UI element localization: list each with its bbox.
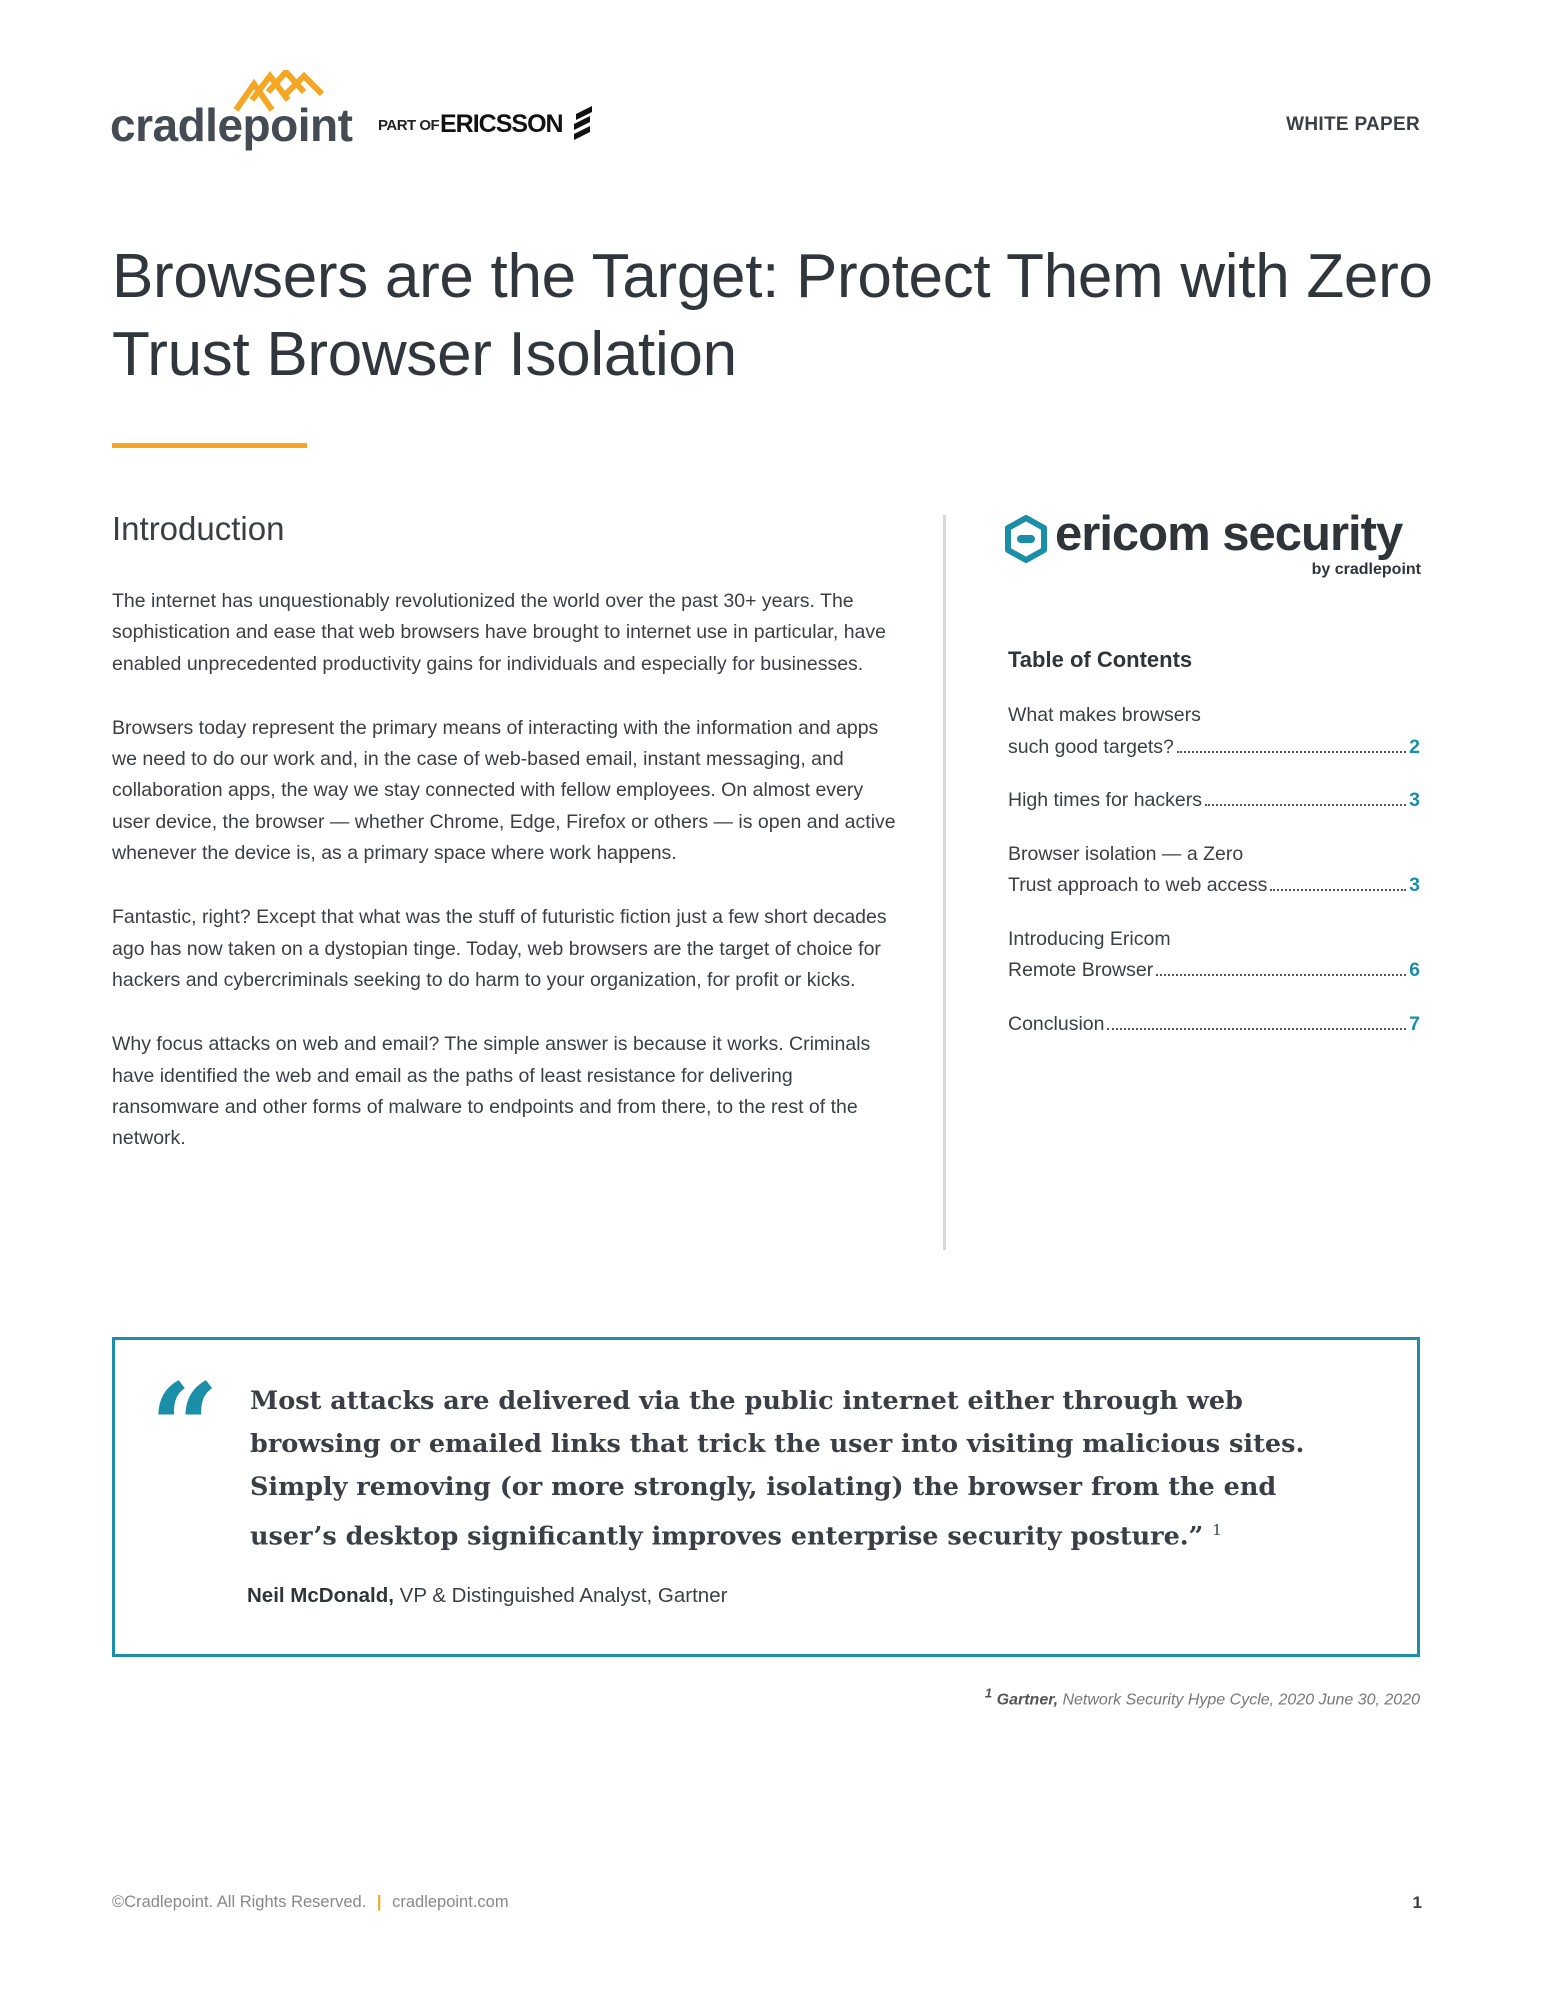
ericom-logo-icon [1004,515,1048,563]
toc-item-label: such good targets? [1008,735,1174,758]
column-divider [943,515,946,1250]
toc-item-line1: Introducing Ericom [1008,927,1171,950]
footer-website-link[interactable]: cradlepoint.com [392,1893,509,1911]
footnote-number: 1 [984,1686,993,1701]
quote-author-title: VP & Distinguished Analyst, Gartner [399,1584,728,1607]
toc-item-label: Conclusion [1008,1012,1105,1035]
toc-page-number: 3 [1409,789,1420,811]
quote-mark-icon: “ [150,1357,220,1498]
footer-copyright: ©Cradlepoint. All Rights Reserved. [112,1893,367,1911]
cradlepoint-logo [110,68,375,158]
toc-item[interactable] [1008,839,1420,902]
intro-paragraph: Browsers today represent the primary means of interacting with the information and apps we need to do our work and, in the case of web-based email, instant messaging, and collaboration apps, the way we stay connected with fellow employees. On almost every user device, the browser — whether Chrome, Edge, Firefox or others — is open and active whenever the device is, as a primary space where work happens. [112,716,896,865]
parent-brand: ERICSSON [440,110,563,138]
page-number: 1 [1412,1893,1422,1912]
toc-item-label: Remote Browser [1008,959,1154,981]
toc-item-label: Trust approach to web access [1008,874,1268,896]
toc-leader-dots [1205,804,1406,806]
toc-item[interactable] [1008,1009,1420,1041]
ericsson-logo-icon [572,106,594,140]
intro-paragraph: The internet has unquestionably revolutionized the world over the past 30+ years. The sophistication and ease that web browsers have brought to internet use in particular, have enabled unprecedented productivity gains for individuals and especially for businesses. [112,590,886,675]
footnote [985,1686,1420,1709]
toc-leader-dots [1156,974,1406,976]
toc-page-number: 7 [1409,1012,1420,1035]
toc-item-line1: Browser isolation — a Zero [1008,842,1244,865]
page-title: Browsers are the Target: Protect Them with Zero Trust Browser Isolation [112,242,1433,389]
toc-title: Table of Contents [1008,647,1193,672]
quote-author: Neil McDonald, [247,1584,394,1607]
quote-attribution [247,1584,727,1608]
toc-leader-dots [1107,1028,1406,1030]
brand-name: cradlepoint [110,99,353,151]
quote-footnote-ref: 1 [1212,1521,1222,1539]
intro-body [112,586,902,1187]
toc-leader-dots [1270,889,1406,891]
pull-quote-text [250,1380,1370,1559]
toc-page-number: 6 [1409,959,1420,981]
intro-paragraph: Fantastic, right? Except that what was the stuff of futuristic fiction just a few short decades ago has now taken on a dystopian tinge. Today, web browsers are the target of choice for hackers and cybercriminals seeking to do harm to your organization, for profit or kicks. [112,906,887,991]
title-accent-rule [112,443,307,448]
footnote-source: Gartner, [996,1691,1059,1709]
toc-item-line1: What makes browsers [1008,704,1201,726]
ericom-byline: by cradlepoint [1311,561,1421,578]
toc-item-label: High times for hackers [1008,789,1202,811]
table-of-contents [1008,700,1420,1062]
part-of-label: PART OF [378,117,440,134]
toc-item[interactable] [1008,700,1420,763]
toc-page-number: 3 [1409,874,1420,896]
intro-paragraph: Why focus attacks on web and email? The simple answer is because it works. Criminals have identified the web and email as the paths of least resistance for delivering ransomware and other forms of malware to endpoints and from there, to the rest of the network. [112,1033,871,1150]
toc-page-number: 2 [1409,735,1420,758]
toc-leader-dots [1177,751,1406,753]
toc-item[interactable] [1008,785,1420,817]
ericom-brand-name: ericom security [1055,507,1403,561]
toc-item[interactable] [1008,924,1420,987]
intro-heading: Introduction [112,510,285,547]
document-type: WHITE PAPER [1286,114,1420,135]
quote-body: Most attacks are delivered via the public internet either through web browsing or emailed links that trick the user into visiting malicious sites. Simply removing (or more strongly, isolating) the browser from the end user’s desktop significantly improves enterprise security posture.” [250,1386,1305,1552]
footnote-detail: Network Security Hype Cycle, 2020 June 30, 2020 [1062,1691,1420,1709]
footer [112,1893,509,1912]
footer-separator: | [376,1893,382,1911]
